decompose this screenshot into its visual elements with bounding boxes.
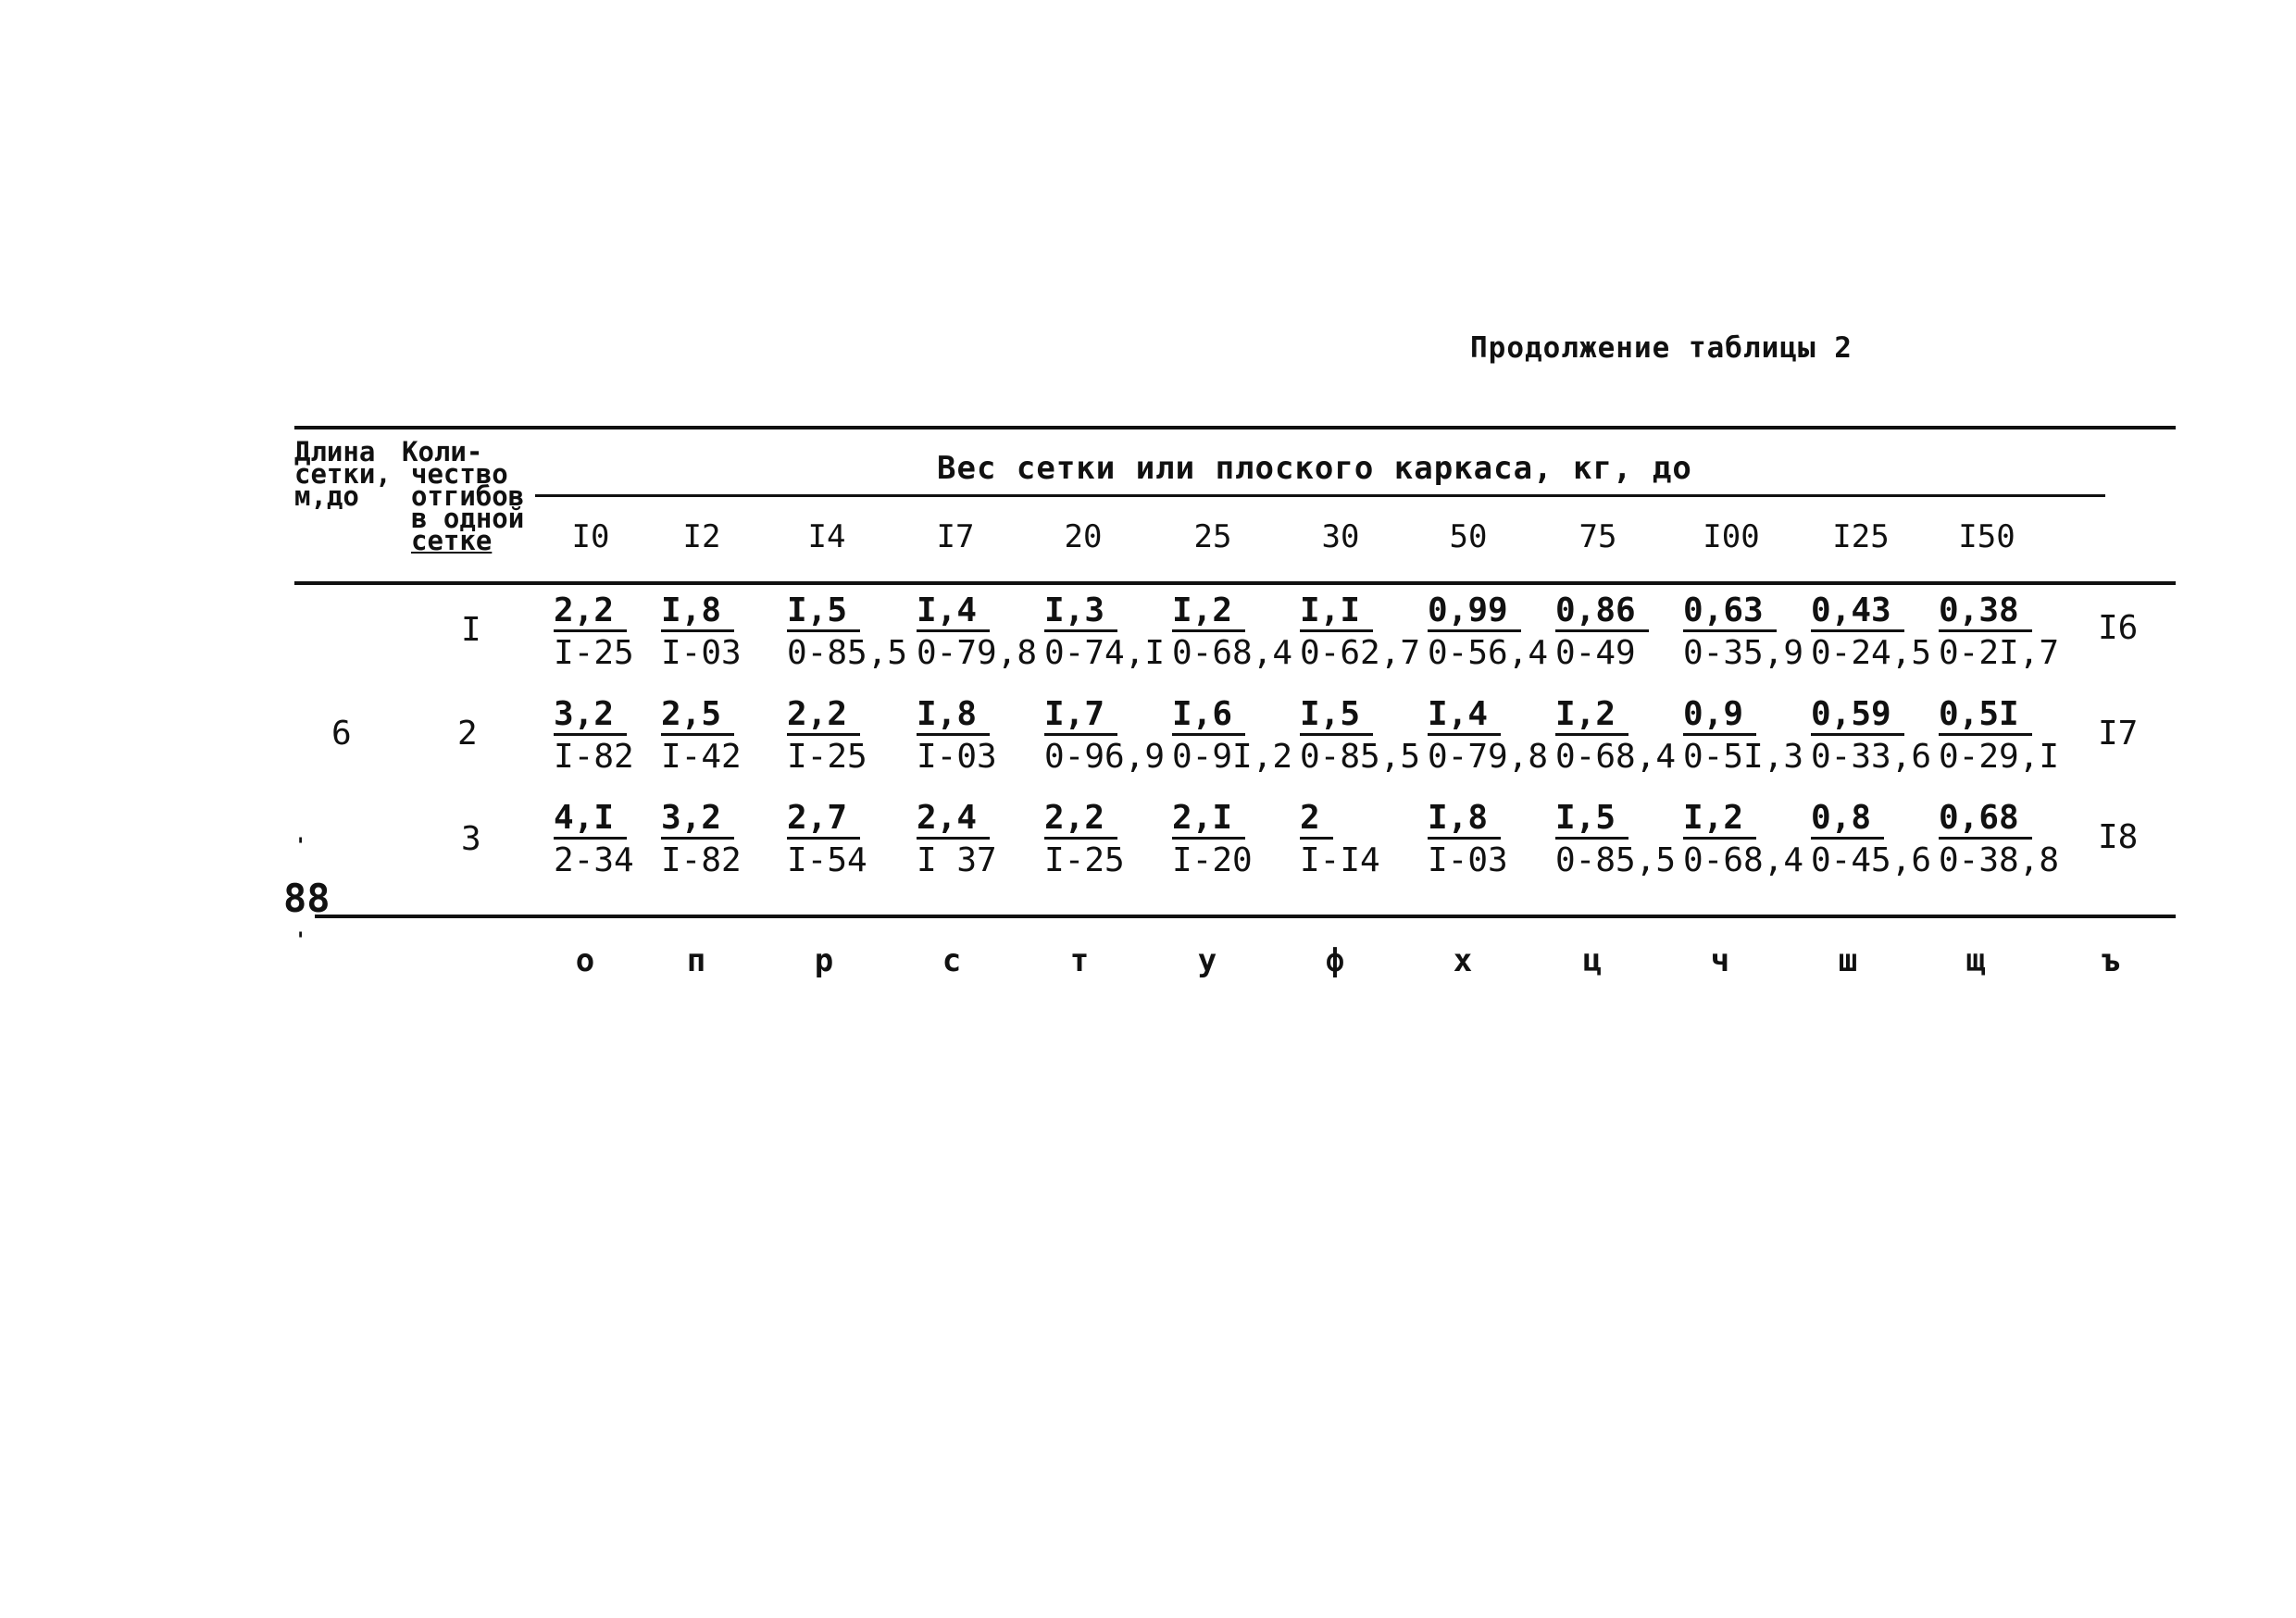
cell-denominator: I-82 — [554, 738, 634, 776]
table-cell — [1939, 696, 2087, 778]
cell-denominator: I-03 — [917, 738, 997, 776]
cell-numerator: 0,43 — [1811, 592, 1904, 632]
cell-numerator: I,2 — [1683, 800, 1756, 840]
count-header — [402, 436, 525, 556]
column-letter: ц — [1582, 942, 1603, 979]
cell-numerator: I,3 — [1044, 592, 1117, 632]
column-heading: I2 — [682, 518, 721, 555]
cell-denominator: 0-9I,2 — [1172, 738, 1293, 776]
cell-denominator: 0-29,I — [1939, 738, 2060, 776]
table-cell — [1683, 696, 1831, 778]
count-header-line: отгибов — [411, 480, 525, 512]
table-cell — [1811, 592, 1959, 675]
table-caption: Продолжение таблицы 2 — [1470, 331, 1853, 365]
table-cell — [1428, 800, 1576, 882]
table-cell — [1683, 800, 1831, 882]
cell-denominator: I-54 — [787, 841, 867, 879]
column-heading: I4 — [807, 518, 846, 555]
cell-denominator: I-25 — [1044, 841, 1125, 879]
cell-denominator: I 37 — [917, 841, 997, 879]
cell-numerator: 0,5I — [1939, 696, 2032, 736]
cell-denominator: 0-85,5 — [787, 634, 908, 672]
count-header-line: сетке — [411, 525, 493, 556]
column-letter: у — [1197, 942, 1217, 979]
cell-numerator: I,6 — [1172, 696, 1245, 736]
cell-numerator: I,5 — [1300, 696, 1373, 736]
cell-numerator: I,7 — [1044, 696, 1117, 736]
bend-count: 3 — [461, 820, 481, 858]
cell-denominator: 0-56,4 — [1428, 634, 1549, 672]
cell-denominator: 0-2I,7 — [1939, 634, 2060, 672]
column-heading: I50 — [1958, 518, 2015, 555]
cell-numerator: I,4 — [917, 592, 990, 632]
cell-denominator: 2-34 — [554, 841, 634, 879]
table-cell — [1939, 800, 2087, 882]
cell-denominator: I-I4 — [1300, 841, 1380, 879]
column-letter: ч — [1710, 942, 1730, 979]
length-header-line: м,до — [294, 480, 359, 512]
row-number: I8 — [2098, 818, 2139, 856]
cell-numerator: 0,86 — [1555, 592, 1649, 632]
column-heading: 20 — [1064, 518, 1103, 555]
bend-count: 2 — [457, 715, 478, 753]
table-cell — [1300, 592, 1448, 675]
page-number: 88 — [283, 876, 331, 921]
table-cell — [1428, 696, 1576, 778]
cell-denominator: I-03 — [1428, 841, 1508, 879]
cell-denominator: I-25 — [554, 634, 634, 672]
cell-denominator: 0-35,9 — [1683, 634, 1804, 672]
cell-numerator: 2,4 — [917, 800, 990, 840]
cell-numerator: 4,I — [554, 800, 627, 840]
column-letter: х — [1453, 942, 1473, 979]
cell-numerator: I,8 — [1428, 800, 1501, 840]
cell-numerator: I,I — [1300, 592, 1373, 632]
margin-tick: ' — [294, 835, 307, 858]
column-heading: I25 — [1832, 518, 1890, 555]
length-header — [294, 436, 392, 512]
table-cell — [1811, 696, 1959, 778]
cell-numerator: 0,9 — [1683, 696, 1756, 736]
column-heading: 30 — [1321, 518, 1360, 555]
cell-numerator: 0,68 — [1939, 800, 2032, 840]
title-underline — [535, 494, 2105, 497]
cell-denominator: I-20 — [1172, 841, 1253, 879]
cell-denominator: I-25 — [787, 738, 867, 776]
column-heading: 50 — [1449, 518, 1488, 555]
cell-numerator: 2,I — [1172, 800, 1245, 840]
table-cell — [787, 696, 935, 778]
header-bottom-rule — [294, 581, 2176, 585]
length-header-line: сетки, — [294, 458, 392, 490]
cell-numerator: 2,2 — [554, 592, 627, 632]
table-cell — [1939, 592, 2087, 675]
cell-numerator: 2 — [1300, 800, 1333, 840]
cell-denominator: 0-68,4 — [1172, 634, 1293, 672]
weight-header-title: Вес сетки или плоского каркаса, кг, до — [937, 450, 1692, 487]
table-cell — [1044, 696, 1192, 778]
table-cell — [917, 592, 1065, 675]
column-letter: с — [942, 942, 962, 979]
cell-numerator: I,8 — [661, 592, 734, 632]
cell-denominator: 0-79,8 — [1428, 738, 1549, 776]
column-heading: I0 — [571, 518, 610, 555]
cell-numerator: 3,2 — [554, 696, 627, 736]
length-value: 6 — [331, 715, 352, 753]
cell-denominator: 0-85,5 — [1300, 738, 1421, 776]
cell-denominator: 0-45,6 — [1811, 841, 1932, 879]
cell-numerator: I,4 — [1428, 696, 1501, 736]
cell-numerator: 0,38 — [1939, 592, 2032, 632]
cell-denominator: I-03 — [661, 634, 742, 672]
cell-numerator: 0,59 — [1811, 696, 1904, 736]
column-letter: о — [575, 942, 595, 979]
table-cell — [1044, 592, 1192, 675]
cell-numerator: 2,2 — [787, 696, 860, 736]
column-heading: 25 — [1193, 518, 1232, 555]
table-cell — [1555, 696, 1703, 778]
row-number: I7 — [2098, 715, 2139, 753]
cell-numerator: I,5 — [787, 592, 860, 632]
top-rule — [294, 426, 2176, 429]
table-cell — [1555, 800, 1703, 882]
table-cell — [917, 696, 1065, 778]
cell-numerator: 0,63 — [1683, 592, 1777, 632]
cell-denominator: 0-96,9 — [1044, 738, 1166, 776]
cell-denominator: 0-38,8 — [1939, 841, 2060, 879]
table-cell — [1300, 800, 1448, 882]
table-cell — [1683, 592, 1831, 675]
length-header-line: Длина — [294, 436, 376, 467]
cell-denominator: 0-62,7 — [1300, 634, 1421, 672]
row-number: I6 — [2098, 609, 2139, 647]
count-header-line: в одной — [411, 503, 525, 534]
table-cell — [1555, 592, 1703, 675]
cell-denominator: 0-5I,3 — [1683, 738, 1804, 776]
table-cell — [1172, 696, 1320, 778]
table-cell — [787, 800, 935, 882]
table-bottom-rule — [315, 915, 2176, 918]
cell-denominator: 0-33,6 — [1811, 738, 1932, 776]
cell-numerator: 2,2 — [1044, 800, 1117, 840]
margin-tick: ' — [294, 929, 307, 952]
column-letter: т — [1069, 942, 1090, 979]
cell-denominator: I-82 — [661, 841, 742, 879]
cell-denominator: 0-49 — [1555, 634, 1636, 672]
cell-numerator: 0,99 — [1428, 592, 1521, 632]
column-letter: ш — [1838, 942, 1858, 979]
cell-numerator: I,5 — [1555, 800, 1628, 840]
cell-denominator: 0-24,5 — [1811, 634, 1932, 672]
cell-denominator: 0-85,5 — [1555, 841, 1677, 879]
cell-numerator: I,2 — [1172, 592, 1245, 632]
table-cell — [787, 592, 935, 675]
bend-count: I — [461, 611, 481, 649]
cell-denominator: 0-79,8 — [917, 634, 1038, 672]
cell-denominator: I-42 — [661, 738, 742, 776]
column-letter: ф — [1325, 942, 1345, 979]
cell-denominator: 0-68,4 — [1555, 738, 1677, 776]
cell-denominator: 0-68,4 — [1683, 841, 1804, 879]
count-header-line: Коли- — [402, 436, 483, 467]
count-header-line: чество — [411, 458, 508, 490]
table-cell — [1172, 592, 1320, 675]
cell-numerator: 2,7 — [787, 800, 860, 840]
table-cell — [1044, 800, 1192, 882]
cell-numerator: 2,5 — [661, 696, 734, 736]
table-cell — [1811, 800, 1959, 882]
column-heading: I00 — [1703, 518, 1760, 555]
column-letter: ъ — [2101, 942, 2121, 979]
cell-numerator: 3,2 — [661, 800, 734, 840]
column-letter: р — [814, 942, 834, 979]
column-heading: I7 — [936, 518, 975, 555]
cell-numerator: 0,8 — [1811, 800, 1884, 840]
table-cell — [1428, 592, 1576, 675]
table-cell — [1172, 800, 1320, 882]
cell-numerator: I,8 — [917, 696, 990, 736]
column-letter: п — [686, 942, 706, 979]
cell-numerator: I,2 — [1555, 696, 1628, 736]
table-cell — [1300, 696, 1448, 778]
column-letter: щ — [1965, 942, 1986, 979]
column-heading: 75 — [1578, 518, 1617, 555]
cell-denominator: 0-74,I — [1044, 634, 1166, 672]
table-cell — [917, 800, 1065, 882]
